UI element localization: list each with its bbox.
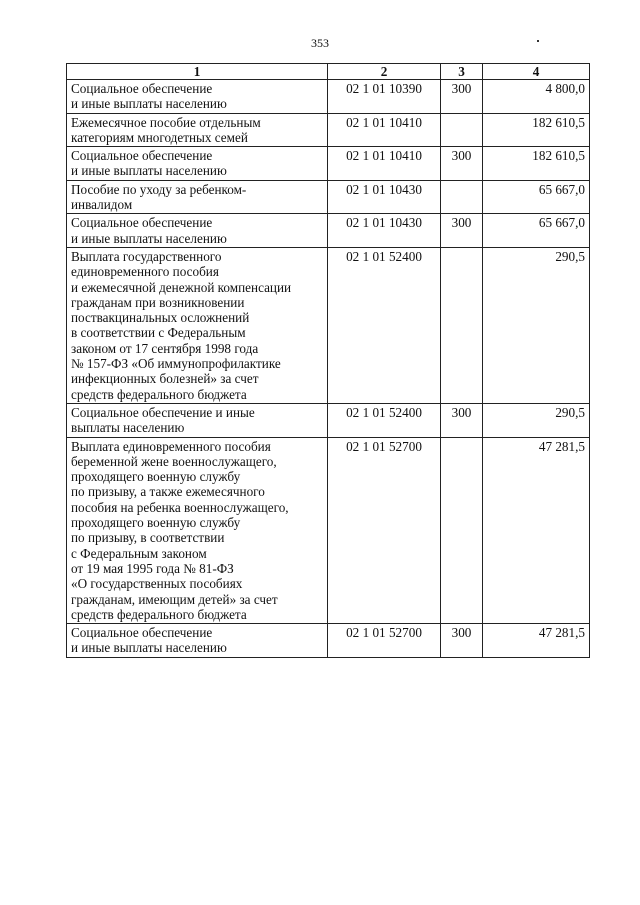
cell-name bbox=[67, 180, 328, 214]
table-row bbox=[67, 247, 590, 403]
budget-table bbox=[66, 63, 590, 658]
cell-code: 02 1 01 10410 bbox=[328, 113, 441, 147]
cell-amount: 47 281,5 bbox=[483, 437, 590, 624]
cell-name-line: и иные выплаты населению bbox=[71, 96, 227, 112]
table-row bbox=[67, 624, 590, 658]
cell-code: 02 1 01 10410 bbox=[328, 147, 441, 181]
header-col-1: 1 bbox=[67, 64, 328, 80]
cell-name bbox=[67, 113, 328, 147]
cell-name-line: № 157-ФЗ «Об иммунопрофилактике bbox=[71, 356, 281, 372]
table-row bbox=[67, 180, 590, 214]
cell-amount: 65 667,0 bbox=[483, 180, 590, 214]
cell-name-line: поствакцинальных осложнений bbox=[71, 310, 250, 326]
cell-code: 02 1 01 10390 bbox=[328, 80, 441, 114]
cell-name-line: по призыву, а также ежемесячного bbox=[71, 484, 265, 500]
cell-name-line: категориям многодетных семей bbox=[71, 129, 248, 145]
cell-amount: 290,5 bbox=[483, 247, 590, 403]
table-row bbox=[67, 214, 590, 248]
cell-name bbox=[67, 80, 328, 114]
cell-type: 300 bbox=[441, 80, 483, 114]
cell-type: 300 bbox=[441, 403, 483, 437]
cell-name bbox=[67, 624, 328, 658]
cell-name-line: Социальное обеспечение bbox=[71, 215, 213, 231]
cell-name-line: проходящего военную службу bbox=[71, 469, 241, 485]
cell-name-line: с Федеральным законом bbox=[71, 545, 207, 561]
header-col-3: 3 bbox=[441, 64, 483, 80]
cell-name-line: беременной жене военнослужащего, bbox=[71, 453, 277, 469]
cell-name-line: по призыву, в соответствии bbox=[71, 530, 225, 546]
cell-amount: 47 281,5 bbox=[483, 624, 590, 658]
table-header-row bbox=[67, 64, 590, 80]
cell-amount: 182 610,5 bbox=[483, 113, 590, 147]
cell-name-line: Социальное обеспечение bbox=[71, 148, 213, 164]
cell-name bbox=[67, 147, 328, 181]
cell-name bbox=[67, 437, 328, 624]
cell-amount: 182 610,5 bbox=[483, 147, 590, 181]
cell-code: 02 1 01 10430 bbox=[328, 214, 441, 248]
cell-amount: 4 800,0 bbox=[483, 80, 590, 114]
cell-name-line: Выплата государственного bbox=[71, 248, 222, 264]
cell-name-line: Социальное обеспечение bbox=[71, 625, 213, 641]
cell-name bbox=[67, 214, 328, 248]
table-row bbox=[67, 147, 590, 181]
cell-name-line: Пособие по уходу за ребенком- bbox=[71, 181, 247, 197]
table-row bbox=[67, 113, 590, 147]
cell-name-line: средств федерального бюджета bbox=[71, 606, 247, 622]
cell-name bbox=[67, 247, 328, 403]
cell-name-line: и иные выплаты населению bbox=[71, 163, 227, 179]
cell-code: 02 1 01 52400 bbox=[328, 247, 441, 403]
table-body bbox=[67, 80, 590, 658]
cell-type: 300 bbox=[441, 147, 483, 181]
cell-type: 300 bbox=[441, 624, 483, 658]
cell-name-line: единовременного пособия bbox=[71, 264, 219, 280]
cell-name-line: инфекционных болезней» за счет bbox=[71, 371, 259, 387]
cell-name-line: и иные выплаты населению bbox=[71, 640, 227, 656]
cell-name-line: в соответствии с Федеральным bbox=[71, 325, 246, 341]
header-col-2: 2 bbox=[328, 64, 441, 80]
cell-name-line: проходящего военную службу bbox=[71, 515, 241, 531]
page-number: 353 bbox=[311, 36, 329, 50]
cell-name-line: и ежемесячной денежной компенсации bbox=[71, 279, 292, 295]
cell-name bbox=[67, 403, 328, 437]
cell-name-line: инвалидом bbox=[71, 197, 133, 213]
cell-amount: 65 667,0 bbox=[483, 214, 590, 248]
cell-code: 02 1 01 52700 bbox=[328, 624, 441, 658]
cell-name-line: средств федерального бюджета bbox=[71, 386, 247, 402]
scan-speck bbox=[537, 40, 539, 42]
cell-type bbox=[441, 113, 483, 147]
cell-amount: 290,5 bbox=[483, 403, 590, 437]
cell-type: 300 bbox=[441, 214, 483, 248]
cell-name-line: выплаты населению bbox=[71, 420, 185, 436]
table-row bbox=[67, 437, 590, 624]
cell-name-line: Ежемесячное пособие отдельным bbox=[71, 114, 261, 130]
table-row bbox=[67, 80, 590, 114]
cell-type bbox=[441, 437, 483, 624]
table-row bbox=[67, 403, 590, 437]
cell-type bbox=[441, 180, 483, 214]
cell-code: 02 1 01 52700 bbox=[328, 437, 441, 624]
cell-code: 02 1 01 10430 bbox=[328, 180, 441, 214]
cell-name-line: «О государственных пособиях bbox=[71, 576, 243, 592]
cell-type bbox=[441, 247, 483, 403]
header-col-4: 4 bbox=[483, 64, 590, 80]
cell-name-line: от 19 мая 1995 года № 81-ФЗ bbox=[71, 560, 234, 576]
cell-name-line: законом от 17 сентября 1998 года bbox=[71, 340, 259, 356]
cell-code: 02 1 01 52400 bbox=[328, 403, 441, 437]
cell-name-line: Социальное обеспечение и иные bbox=[71, 404, 255, 420]
cell-name-line: пособия на ребенка военнослужащего, bbox=[71, 499, 289, 515]
cell-name-line: гражданам, имеющим детей» за счет bbox=[71, 591, 278, 607]
cell-name-line: Социальное обеспечение bbox=[71, 81, 213, 96]
cell-name-line: и иные выплаты населению bbox=[71, 230, 227, 246]
cell-name-line: Выплата единовременного пособия bbox=[71, 438, 271, 454]
cell-name-line: гражданам при возникновении bbox=[71, 294, 245, 310]
